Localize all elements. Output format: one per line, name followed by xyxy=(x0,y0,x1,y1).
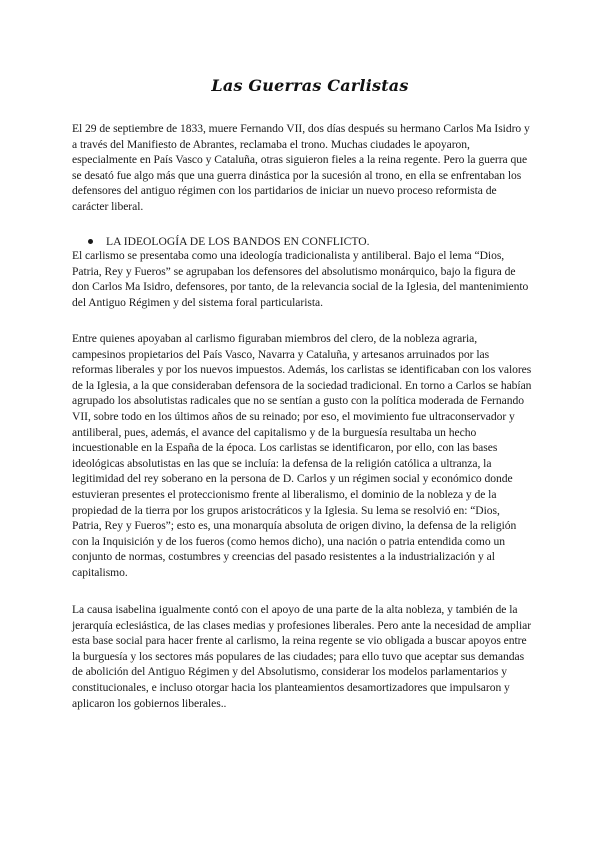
paragraph-causa-isabelina: La causa isabelina igualmente contó con el apoyo de una parte de la alta nobleza, y también de la jerarquía eclesiástica, de las clases medias y profesiones liberales. Pero ante la necesidad de ampliar esta base social para hacer frente al carlismo, la reina regente se vio obligada a buscar apoyos entre la burguesía y los sectores más populares de las ciudades; para ello tuvo que aceptar sus demandas de abolición del Antiguo Régimen y del Absolutismo, considerar los modelos parlamentarios y constitucionales, e incluso otorgar hacia los planteamientos desamortizadores que impulsaron y aplicaron los gobiernos liberales.. xyxy=(72,603,532,710)
page-title: Las Guerras Carlistas xyxy=(211,76,409,95)
bullet-heading-text: LA IDEOLOGÍA DE LOS BANDOS EN CONFLICTO. xyxy=(106,235,370,248)
paragraph-carlismo: El carlismo se presentaba como una ideología tradicionalista y antiliberal. Bajo el lema “Dios, Patria, Rey y Fueros” se agrupaban los defensores del absolutismo monárquico, bajo la figura de don Carlos Ma Isidro, defensores, por tanto, de la relevancia social de la Iglesia, del mantenimiento del Antiguo Régimen y del sistema foral particularista. xyxy=(72,249,529,309)
paragraph-apoyos-carlistas: Entre quienes apoyaban al carlismo figuraban miembros del clero, de la nobleza agraria, campesinos propietarios del País Vasco, Navarra y Cataluña, y artesanos arruinados por las reformas liberales y por los nuevos impuestos. Además, los carlistas se identificaban con los valores de la Iglesia, a la que consideraban defensora de la sociedad tradicional. En torno a Carlos se habían agrupado los absolutistas radicales que no se sentían a gusto con la política moderada de Fernando VII, sobre todo en los últimos años de su reinado; por eso, el movimiento fue ultraconservador y antiliberal, pues, además, el avance del capitalismo y de la burguesía resultaba un hecho incuestionable en la España de la época. Los carlistas se identificaron, por ello, con las bases ideológicas absolutistas en las que se incluía: la defensa de la religión católica a ultranza, la legitimidad del rey soberano en la persona de D. Carlos y un régimen social y económico donde estuvieran presentes el proteccionismo frente al liberalismo, el dominio de la nobleza y de la propiedad de la tierra por los grupos aristocráticos y la Iglesia. Su lema se resolvió en: “Dios, Patria, Rey y Fueros”; esto es, una monarquía absoluta de origen divino, la defensa de la religión con la Inquisición y de los fueros (como hemos dicho), una nación o patria entendida como un conjunto de normas, costumbres y creencias del pasado resistentes a la industrialización y al capitalismo. xyxy=(72,332,532,579)
bullet-dot-icon xyxy=(88,239,93,244)
paragraph-intro: El 29 de septiembre de 1833, muere Fernando VII, dos días después su hermano Carlos Ma Isidro y a través del Manifiesto de Abrantes, reclamaba el trono. Muchas ciudades le apoyaron, especialmente en País Vasco y Cataluña, otras siguieron fieles a la reina regente. Pero la guerra que se desató fue algo más que una guerra dinástica por la sucesión al trono, en ella se enfrentaban los defensores del antiguo régimen con los partidarios de iniciar un nuevo proceso reformista de carácter liberal. xyxy=(72,122,530,213)
